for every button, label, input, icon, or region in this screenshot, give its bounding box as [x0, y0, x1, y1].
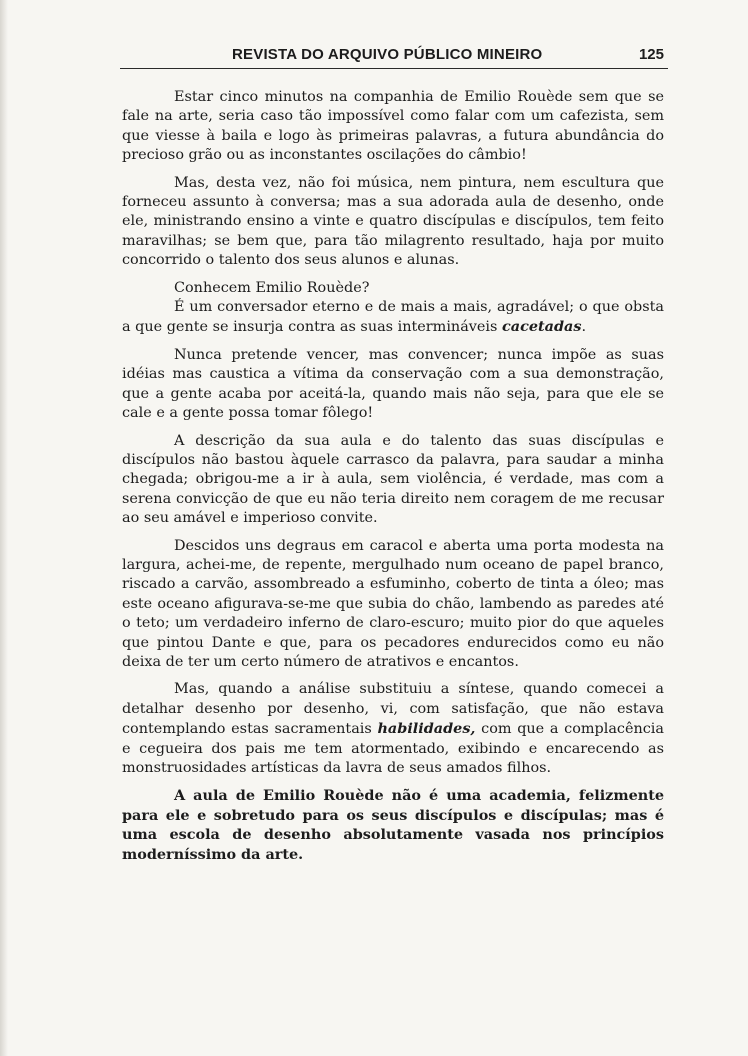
paragraph-9 — [122, 786, 664, 864]
page-header — [120, 44, 668, 69]
paragraph-text: A descrição da sua aula e do talento das suas discípulas e discípulos não bastou àquele carrasco da palavra, para saudar a minha chegada; obrigou-me a ir à aula, sem violência, é verdade, mas com a serena convicção de que eu não teria direito nem coragem de me recusar ao seu amável e imperioso convite. — [122, 432, 664, 527]
paragraph-text: É um conversador eterno e de mais a mais, agradável; o que obsta a que gente se insurja contra as suas intermináveis — [122, 299, 664, 336]
paragraph-6 — [122, 432, 664, 529]
paragraph-text: Nunca pretende vencer, mas convencer; nunca impõe as suas idéias mas caustica a vítima da conservação com a sua demonstração, que a gente acaba por aceitá-la, quando mais não seja, para que ele se cale e a gente possa tomar fôlego! — [122, 346, 664, 422]
paragraph-3 — [122, 279, 664, 298]
emphasis-text: habilidades, — [377, 720, 476, 738]
paragraph-2 — [122, 174, 664, 271]
paragraph-text: Mas, desta vez, não foi música, nem pintura, nem escultura que forneceu assunto à conversa; mas a sua adorada aula de desenho, onde ele, ministrando ensino a vinte e quatro discípulas e discípulos, tem feito maravilhas; se bem que, para tão milagrento resultado, haja por muito concorrido o talento dos seus alunos e alunas. — [122, 174, 664, 269]
paragraph-text: Descidos uns degraus em caracol e aberta uma porta modesta na largura, achei-me, de repente, mergulhado num oceano de papel branco, riscado a carvão, assombreado a esfuminho, coberto de tinta a óleo; mas este oceano afigurava-se-me que subia do chão, lambendo as paredes até o teto; um verdadeiro inferno de claro-escuro; muito pior do que aqueles que pintou Dante e que, para os pecadores endurecidos como eu não deixa de ter um certo número de atrativos e encantos. — [122, 537, 664, 670]
running-title: REVISTA DO ARQUIVO PÚBLICO MINEIRO — [232, 46, 543, 63]
body-text — [122, 88, 664, 872]
paragraph-1 — [122, 88, 664, 166]
paragraph-4 — [122, 298, 664, 338]
paragraph-text: com que a complacência e cegueira dos pais me tem atormentado, exibindo e encarecendo as monstruosidades artísticas da lavra de seus amados filhos. — [122, 721, 664, 776]
emphasis-text: cacetadas — [501, 318, 582, 336]
paragraph-text: Mas, quando a análise substituiu a síntese, quando comecei a detalhar desenho por desenho, vi, com satisfação, que não estava contemplando estas sacramentais — [122, 681, 664, 738]
page-number: 125 — [638, 46, 664, 63]
paragraph-text: . — [581, 319, 587, 336]
paragraph-5 — [122, 346, 664, 424]
paragraph-8 — [122, 680, 664, 778]
paragraph-text: Conhecem Emilio Rouède? — [174, 279, 370, 296]
page-edge-shadow — [0, 0, 8, 1056]
paragraph-text: Estar cinco minutos na companhia de Emilio Rouède sem que se fale na arte, seria caso tão impossível como falar com um cafezista, sem que viesse à baila e logo às primeiras palavras, a futura abundância do precioso grão ou as inconstantes oscilações do câmbio! — [122, 89, 664, 164]
paragraph-7 — [122, 537, 664, 673]
paragraph-text: A aula de Emilio Rouède não é uma academia, felizmente para ele e sobretudo para os seus discípulos e discípulas; mas é uma escola de desenho absolutamente vasada nos princípios moderníssimo da arte. — [122, 787, 664, 863]
